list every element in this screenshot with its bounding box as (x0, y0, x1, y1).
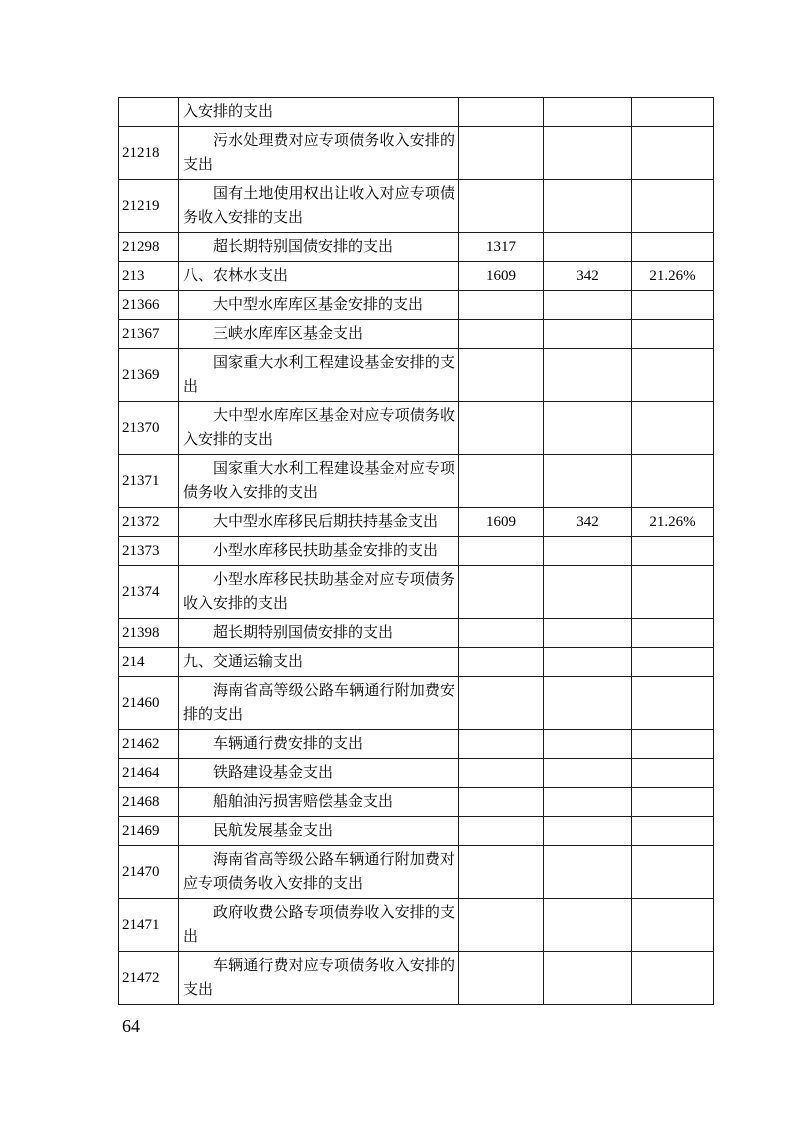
table-row (119, 402, 714, 455)
row-value-v1 (459, 349, 544, 402)
table-row (119, 180, 714, 233)
row-value-v2 (544, 455, 632, 508)
row-description: 国家重大水利工程建设基金对应专项债务收入安排的支出 (179, 455, 459, 508)
row-value-v3 (632, 730, 714, 759)
row-description: 超长期特别国债安排的支出 (179, 233, 459, 262)
row-value-v2 (544, 537, 632, 566)
row-code: 214 (119, 648, 179, 677)
table-row (119, 320, 714, 349)
row-value-v1 (459, 537, 544, 566)
table-row (119, 899, 714, 952)
row-code: 21298 (119, 233, 179, 262)
row-value-v2: 342 (544, 262, 632, 291)
row-description: 车辆通行费安排的支出 (179, 730, 459, 759)
row-description: 海南省高等级公路车辆通行附加费对应专项债务收入安排的支出 (179, 846, 459, 899)
table-row (119, 349, 714, 402)
row-value-v1: 1609 (459, 262, 544, 291)
row-value-v2 (544, 788, 632, 817)
row-value-v2 (544, 127, 632, 180)
row-description: 政府收费公路专项债券收入安排的支出 (179, 899, 459, 952)
row-value-v1 (459, 952, 544, 1005)
row-value-v2 (544, 817, 632, 846)
row-value-v3 (632, 846, 714, 899)
row-value-v2 (544, 648, 632, 677)
row-description: 国家重大水利工程建设基金安排的支出 (179, 349, 459, 402)
table-row (119, 619, 714, 648)
row-value-v3 (632, 817, 714, 846)
row-value-v1 (459, 730, 544, 759)
row-value-v2 (544, 619, 632, 648)
table-row (119, 730, 714, 759)
row-code: 21468 (119, 788, 179, 817)
row-code: 21462 (119, 730, 179, 759)
row-value-v3 (632, 127, 714, 180)
row-code: 21370 (119, 402, 179, 455)
row-code: 21470 (119, 846, 179, 899)
table-row (119, 98, 714, 127)
row-value-v3 (632, 788, 714, 817)
row-code: 21367 (119, 320, 179, 349)
row-value-v2 (544, 952, 632, 1005)
row-value-v2: 342 (544, 508, 632, 537)
row-value-v3 (632, 455, 714, 508)
row-description: 大中型水库移民后期扶持基金支出 (179, 508, 459, 537)
row-value-v1 (459, 455, 544, 508)
row-value-v1 (459, 788, 544, 817)
row-code: 21219 (119, 180, 179, 233)
row-value-v2 (544, 291, 632, 320)
row-value-v3 (632, 402, 714, 455)
row-description: 九、交通运输支出 (179, 648, 459, 677)
row-code: 21218 (119, 127, 179, 180)
row-description: 大中型水库库区基金安排的支出 (179, 291, 459, 320)
row-value-v3 (632, 291, 714, 320)
row-value-v2 (544, 566, 632, 619)
row-value-v1 (459, 619, 544, 648)
budget-table-rows (119, 98, 714, 1005)
table-row (119, 455, 714, 508)
row-value-v1 (459, 180, 544, 233)
row-value-v1 (459, 320, 544, 349)
row-code: 213 (119, 262, 179, 291)
row-value-v2 (544, 730, 632, 759)
table-row (119, 262, 714, 291)
row-value-v3 (632, 98, 714, 127)
row-code: 21371 (119, 455, 179, 508)
row-value-v3 (632, 899, 714, 952)
page-number: 64 (122, 1016, 140, 1036)
row-value-v1 (459, 677, 544, 730)
row-description: 八、农林水支出 (179, 262, 459, 291)
row-description: 车辆通行费对应专项债务收入安排的支出 (179, 952, 459, 1005)
row-code: 21369 (119, 349, 179, 402)
row-value-v3: 21.26% (632, 262, 714, 291)
row-value-v2 (544, 349, 632, 402)
row-description: 大中型水库库区基金对应专项债务收入安排的支出 (179, 402, 459, 455)
row-code: 21472 (119, 952, 179, 1005)
row-code: 21469 (119, 817, 179, 846)
row-value-v3 (632, 566, 714, 619)
row-value-v1 (459, 817, 544, 846)
row-value-v1 (459, 98, 544, 127)
row-value-v3 (632, 677, 714, 730)
row-description: 超长期特别国债安排的支出 (179, 619, 459, 648)
table-row (119, 291, 714, 320)
table-row (119, 233, 714, 262)
table-row (119, 648, 714, 677)
row-description: 海南省高等级公路车辆通行附加费安排的支出 (179, 677, 459, 730)
table-row (119, 788, 714, 817)
table-row (119, 952, 714, 1005)
row-description: 民航发展基金支出 (179, 817, 459, 846)
row-code: 21471 (119, 899, 179, 952)
row-value-v1 (459, 291, 544, 320)
row-description: 入安排的支出 (179, 98, 459, 127)
row-value-v3 (632, 619, 714, 648)
row-value-v2 (544, 320, 632, 349)
row-description: 污水处理费对应专项债务收入安排的支出 (179, 127, 459, 180)
table-row (119, 566, 714, 619)
row-value-v3 (632, 180, 714, 233)
row-value-v1 (459, 846, 544, 899)
row-value-v1 (459, 127, 544, 180)
row-value-v2 (544, 677, 632, 730)
row-value-v2 (544, 233, 632, 262)
row-value-v2 (544, 402, 632, 455)
row-description: 铁路建设基金支出 (179, 759, 459, 788)
row-value-v1: 1609 (459, 508, 544, 537)
row-value-v3: 21.26% (632, 508, 714, 537)
row-code: 21464 (119, 759, 179, 788)
row-value-v2 (544, 759, 632, 788)
row-value-v1 (459, 759, 544, 788)
row-value-v2 (544, 899, 632, 952)
row-value-v3 (632, 320, 714, 349)
row-code (119, 98, 179, 127)
row-description: 三峡水库库区基金支出 (179, 320, 459, 349)
row-value-v1 (459, 648, 544, 677)
table-row (119, 846, 714, 899)
row-value-v3 (632, 759, 714, 788)
table-row (119, 508, 714, 537)
table-row (119, 817, 714, 846)
row-description: 小型水库移民扶助基金对应专项债务收入安排的支出 (179, 566, 459, 619)
row-code: 21366 (119, 291, 179, 320)
table-row (119, 127, 714, 180)
row-value-v3 (632, 952, 714, 1005)
row-value-v2 (544, 98, 632, 127)
row-code: 21373 (119, 537, 179, 566)
table-row (119, 537, 714, 566)
row-value-v1 (459, 899, 544, 952)
row-value-v3 (632, 537, 714, 566)
row-code: 21374 (119, 566, 179, 619)
budget-table (118, 97, 714, 1005)
row-code: 21398 (119, 619, 179, 648)
row-description: 国有土地使用权出让收入对应专项债务收入安排的支出 (179, 180, 459, 233)
row-value-v3 (632, 648, 714, 677)
row-value-v2 (544, 846, 632, 899)
row-value-v3 (632, 233, 714, 262)
row-value-v1 (459, 566, 544, 619)
row-description: 小型水库移民扶助基金安排的支出 (179, 537, 459, 566)
row-value-v3 (632, 349, 714, 402)
row-value-v1 (459, 402, 544, 455)
row-code: 21372 (119, 508, 179, 537)
row-code: 21460 (119, 677, 179, 730)
table-row (119, 759, 714, 788)
row-value-v1: 1317 (459, 233, 544, 262)
row-value-v2 (544, 180, 632, 233)
table-row (119, 677, 714, 730)
row-description: 船舶油污损害赔偿基金支出 (179, 788, 459, 817)
